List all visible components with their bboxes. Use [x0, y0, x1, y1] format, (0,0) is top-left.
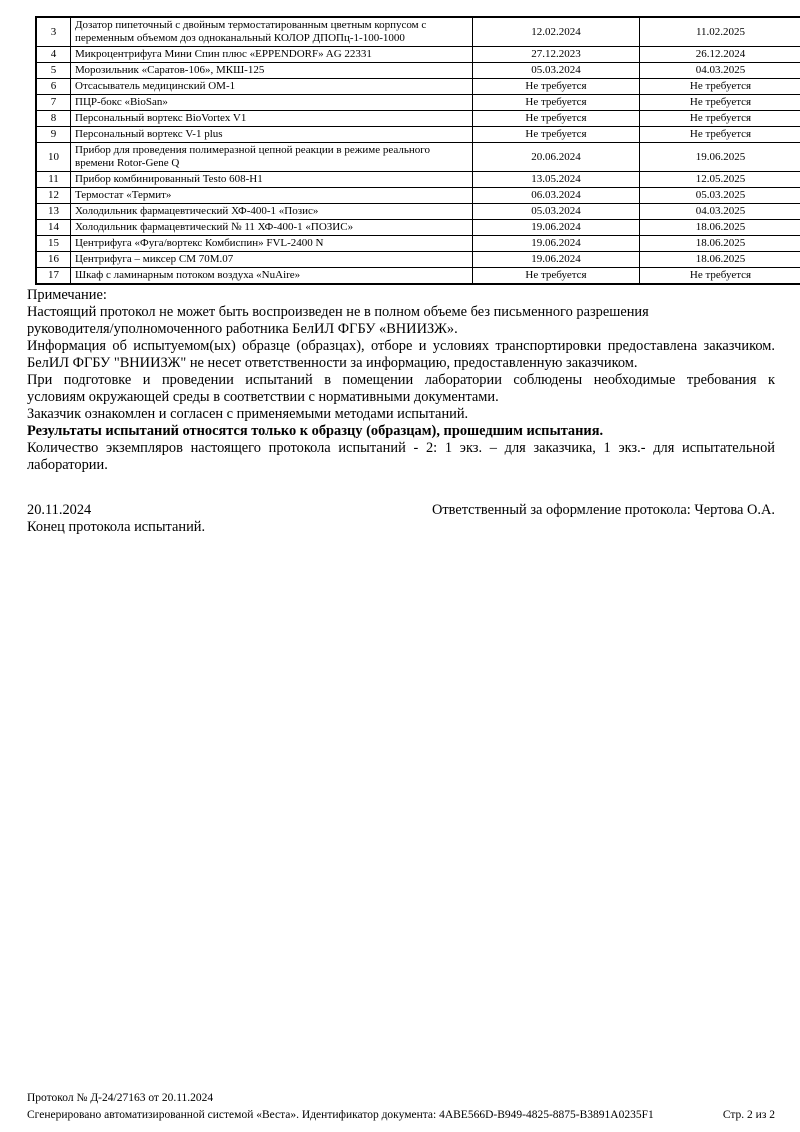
table-row	[36, 252, 800, 268]
row-number: 12	[36, 188, 71, 204]
row-number: 5	[36, 63, 71, 79]
footer-generated-text: Сгенерировано автоматизированной системой «Веста». Идентификатор документа: 4ABE566D-B949-4825-8875-B3891A0235F1	[27, 1109, 654, 1121]
row-number: 8	[36, 111, 71, 127]
verification-date: 12.02.2024	[473, 17, 640, 47]
verification-valid-until: Не требуется	[640, 95, 800, 111]
equipment-name: Шкаф с ламинарным потоком воздуха «NuAire»	[71, 268, 473, 285]
footer-page-number: Стр. 2 из 2	[722, 1109, 775, 1121]
row-number: 17	[36, 268, 71, 285]
verification-valid-until: Не требуется	[640, 127, 800, 143]
signoff-row	[27, 502, 775, 519]
table-row	[36, 188, 800, 204]
verification-date: 20.06.2024	[473, 143, 640, 172]
verification-valid-until: 11.02.2025	[640, 17, 800, 47]
verification-date: Не требуется	[473, 95, 640, 111]
responsible-person: Ответственный за оформление протокола: Чертова О.А.	[431, 502, 775, 518]
row-number: 14	[36, 220, 71, 236]
table-row	[36, 143, 800, 172]
protocol-end-line: Конец протокола испытаний.	[27, 519, 206, 535]
row-number: 16	[36, 252, 71, 268]
verification-valid-until: 19.06.2025	[640, 143, 800, 172]
equipment-name: Персональный вортекс BioVortex V1	[71, 111, 473, 127]
table-row	[36, 236, 800, 252]
verification-valid-until: 18.06.2025	[640, 236, 800, 252]
table-row	[36, 17, 800, 47]
notes-text-line: Информация об испытуемом(ых) образце (образцах), отборе и условиях транспортировки предоставлена заказчиком.	[27, 338, 775, 354]
table-row	[36, 63, 800, 79]
verification-valid-until: Не требуется	[640, 111, 800, 127]
verification-date: Не требуется	[473, 79, 640, 95]
row-number: 7	[36, 95, 71, 111]
equipment-name: Персональный вортекс V-1 plus	[71, 127, 473, 143]
verification-date: Не требуется	[473, 127, 640, 143]
notes-results-statement: Результаты испытаний относятся только к образцу (образцам), прошедшим испытания.	[27, 423, 604, 439]
verification-date: 06.03.2024	[473, 188, 640, 204]
footer-protocol-number: Протокол № Д-24/27163 от 20.11.2024	[27, 1092, 214, 1104]
verification-valid-until: 05.03.2025	[640, 188, 800, 204]
equipment-name: ПЦР-бокс «BioSan»	[71, 95, 473, 111]
notes-heading: Примечание:	[27, 287, 107, 303]
table-row	[36, 220, 800, 236]
footer-generated-row	[27, 1109, 775, 1122]
notes-text-line: условиям окружающей среды в соответствии с нормативными документами.	[27, 389, 499, 405]
table-row	[36, 111, 800, 127]
equipment-name: Холодильник фармацевтический № 11 ХФ-400-1 «ПОЗИС»	[71, 220, 473, 236]
notes-text-line: лаборатории.	[27, 457, 108, 473]
verification-date: 13.05.2024	[473, 172, 640, 188]
row-number: 3	[36, 17, 71, 47]
verification-date: Не требуется	[473, 268, 640, 285]
verification-valid-until: 04.03.2025	[640, 204, 800, 220]
verification-valid-until: Не требуется	[640, 268, 800, 285]
verification-date: 05.03.2024	[473, 204, 640, 220]
equipment-name: Отсасыватель медицинский ОМ-1	[71, 79, 473, 95]
row-number: 11	[36, 172, 71, 188]
notes-section	[27, 287, 775, 474]
notes-text-line: Количество экземпляров настоящего протокола испытаний - 2: 1 экз. – для заказчика, 1 экз.- для испытательной	[27, 440, 775, 456]
equipment-name: Центрифуга «Фуга/вортекс Комбиспин» FVL-2400 N	[71, 236, 473, 252]
table-row	[36, 204, 800, 220]
equipment-name: Центрифуга – миксер СМ 70М.07	[71, 252, 473, 268]
table-row	[36, 95, 800, 111]
table-row	[36, 172, 800, 188]
verification-date: 19.06.2024	[473, 236, 640, 252]
verification-valid-until: Не требуется	[640, 79, 800, 95]
verification-valid-until: 12.05.2025	[640, 172, 800, 188]
verification-date: Не требуется	[473, 111, 640, 127]
row-number: 4	[36, 47, 71, 63]
verification-date: 27.12.2023	[473, 47, 640, 63]
equipment-name: Холодильник фармацевтический ХФ-400-1 «Позис»	[71, 204, 473, 220]
equipment-table	[35, 16, 800, 285]
verification-date: 19.06.2024	[473, 252, 640, 268]
notes-text-line: При подготовке и проведении испытаний в помещении лаборатории соблюдены необходимые требования к	[27, 372, 775, 388]
row-number: 9	[36, 127, 71, 143]
verification-valid-until: 18.06.2025	[640, 252, 800, 268]
verification-valid-until: 04.03.2025	[640, 63, 800, 79]
verification-date: 19.06.2024	[473, 220, 640, 236]
table-row	[36, 127, 800, 143]
equipment-name: Дозатор пипеточный с двойным термостатированным цветным корпусом с переменным объемом доз одноканальный КОЛОР ДПОПц-1-100-1000	[71, 17, 473, 47]
row-number: 10	[36, 143, 71, 172]
notes-text-line: Настоящий протокол не может быть воспроизведен не в полном объеме без письменного разрешения	[27, 304, 649, 320]
equipment-name: Термостат «Термит»	[71, 188, 473, 204]
notes-text-line: Заказчик ознакомлен и согласен с применяемыми методами испытаний.	[27, 406, 469, 422]
equipment-name: Прибор комбинированный Testo 608-H1	[71, 172, 473, 188]
table-row	[36, 79, 800, 95]
table-row	[36, 47, 800, 63]
verification-valid-until: 18.06.2025	[640, 220, 800, 236]
row-number: 6	[36, 79, 71, 95]
verification-date: 05.03.2024	[473, 63, 640, 79]
equipment-name: Морозильник «Саратов-106», МКШ-125	[71, 63, 473, 79]
notes-text-line: БелИЛ ФГБУ "ВНИИЗЖ" не несет ответственности за информацию, предоставленную заказчиком.	[27, 355, 638, 371]
row-number: 13	[36, 204, 71, 220]
table-row	[36, 268, 800, 285]
signoff-date: 20.11.2024	[27, 502, 92, 518]
verification-valid-until: 26.12.2024	[640, 47, 800, 63]
row-number: 15	[36, 236, 71, 252]
equipment-name: Микроцентрифуга Мини Спин плюс «EPPENDORF» AG 22331	[71, 47, 473, 63]
notes-text-line: руководителя/уполномоченного работника БелИЛ ФГБУ «ВНИИЗЖ».	[27, 321, 458, 337]
equipment-name: Прибор для проведения полимеразной цепной реакции в режиме реального времени Rotor-Gene Q	[71, 143, 473, 172]
